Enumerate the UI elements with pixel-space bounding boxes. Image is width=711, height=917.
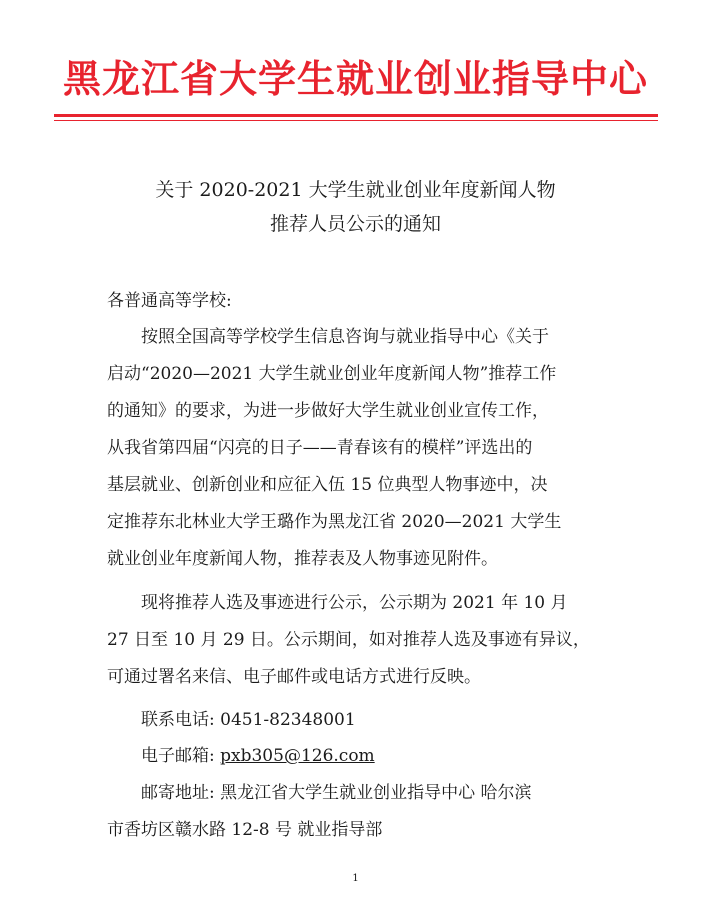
contact-address-line-1: 邮寄地址: 黑龙江省大学生就业创业指导中心 哈尔滨 (107, 783, 532, 803)
body-line: 启动“2020—2021 大学生就业创业年度新闻人物”推荐工作 (107, 364, 557, 384)
page-number: 1 (352, 873, 359, 884)
notice-title-line-2: 推荐人员公示的通知 (269, 213, 441, 235)
letterhead-rule-thin (54, 120, 658, 121)
salutation: 各普通高等学校: (107, 291, 232, 311)
body-line: 就业创业年度新闻人物，推荐表及人物事迹见附件。 (107, 549, 498, 569)
body-line: 从我省第四届“闪亮的日子——青春该有的模样”评选出的 (107, 438, 533, 458)
letterhead-rule-thick (54, 114, 658, 117)
body-line: 现将推荐人选及事迹进行公示，公示期为 2021 年 10 月 (107, 593, 568, 613)
org-letterhead-title: 黑龙江省大学生就业创业指导中心 (62, 57, 648, 101)
body-line: 27 日至 10 月 29 日。公示期间，如对推荐人选及事迹有异议， (107, 630, 590, 650)
contact-email-link[interactable]: pxb305@126.com (220, 746, 375, 766)
contact-email-row (107, 741, 375, 766)
body-line: 基层就业、创新创业和应征入伍 15 位典型人物事迹中，决 (107, 475, 548, 495)
body-line: 可通过署名来信、电子邮件或电话方式进行反映。 (107, 667, 481, 687)
contact-phone: 联系电话: 0451-82348001 (107, 710, 356, 730)
body-line: 按照全国高等学校学生信息咨询与就业指导中心《关于 (107, 327, 549, 347)
contact-email-label: 电子邮箱: (107, 746, 221, 766)
body-line: 定推荐东北林业大学王璐作为黑龙江省 2020—2021 大学生 (107, 512, 562, 532)
body-line: 的通知》的要求，为进一步做好大学生就业创业宣传工作， (107, 401, 549, 421)
contact-address-line-2: 市香坊区赣水路 12-8 号 就业指导部 (107, 820, 383, 840)
notice-title-line-1: 关于 2020-2021 大学生就业创业年度新闻人物 (155, 179, 556, 201)
